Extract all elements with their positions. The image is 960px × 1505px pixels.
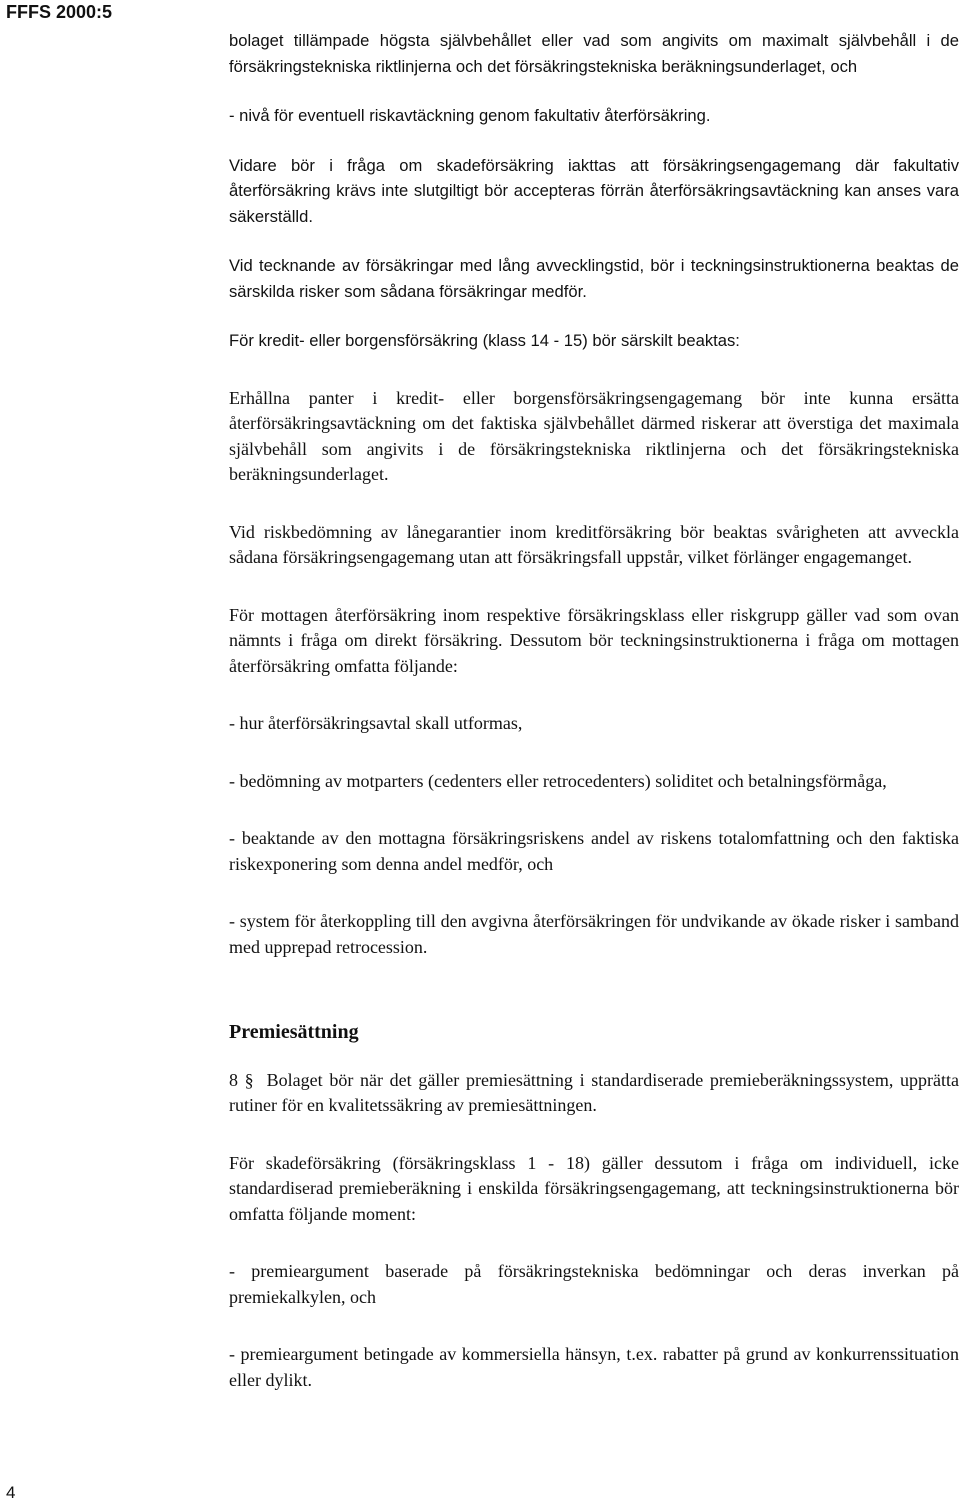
paragraph: Vid tecknande av försäkringar med lång avvecklingstid, bör i teckningsinstruktionerna beaktas de särskilda risker som sådana försäkringar medför. bbox=[229, 256, 959, 301]
section-number: 8 bbox=[229, 1069, 238, 1090]
section-heading: Premiesättning bbox=[229, 1021, 359, 1043]
paragraph: - nivå för eventuell riskavtäckning genom fakultativ återförsäkring. bbox=[229, 106, 711, 125]
paragraph: För skadeförsäkring (försäkringsklass 1 - 18) gäller dessutom i fråga om individuell, icke standardiserad premieberäkning i enskilda försäkringsengagemang, att teckningsinstruktionerna bör omfatta följande moment: bbox=[229, 1152, 959, 1224]
document-header: FFFS 2000:5 bbox=[6, 2, 113, 22]
paragraph: Vidare bör i fråga om skadeförsäkring iakttas att försäkringsengagemang där fakultativ återförsäkring krävs inte slutgiltigt bör accepteras förrän återförsäkringsavtäckning kan anses vara säkerställd. bbox=[229, 155, 959, 226]
list-item: - hur återförsäkringsavtal skall utformas, bbox=[229, 713, 523, 733]
list-item: - system för återkoppling till den avgivna återförsäkringen för undvikande av ökade risker i samband med upprepad retrocession. bbox=[229, 911, 959, 957]
page-number: 4 bbox=[6, 1483, 16, 1502]
section-first-text: Bolaget bör när det gäller premiesättning i standardiserade premieberäkningssystem, upprätta rutiner för en kvalitetssäkring av premiesättningen. bbox=[229, 1069, 959, 1115]
document-body bbox=[229, 28, 959, 1417]
list-item: - premieargument baserade på försäkringstekniska bedömningar och deras inverkan på premiekalkylen, och bbox=[229, 1261, 959, 1307]
paragraph: bolaget tillämpade högsta självbehållet eller vad som angivits om maximalt självbehåll i de försäkringstekniska riktlinjerna och det försäkringstekniska beräkningsunderlaget, och bbox=[229, 31, 959, 76]
paragraph: Erhållna panter i kredit- eller borgensförsäkringsengagemang bör inte kunna ersätta återförsäkringsavtäckning om det faktiska självbehållet därmed riskerar att överstiga det maximala självbehåll som angivits i de försäkringstekniska riktlinjerna och det försäkringstekniska beräkningsunderlaget. bbox=[229, 387, 959, 484]
list-item: - premieargument betingade av kommersiella hänsyn, t.ex. rabatter på grund av konkurrenssituation eller dylikt. bbox=[229, 1344, 959, 1390]
section-sign: § bbox=[244, 1069, 254, 1090]
section-paragraph bbox=[229, 1068, 959, 1119]
paragraph: För mottagen återförsäkring inom respektive försäkringsklass eller riskgrupp gäller vad som ovan nämnts i fråga om direkt försäkring. Dessutom bör teckningsinstruktionerna i fråga om mottagen återförsäkring omfatta följande: bbox=[229, 604, 959, 676]
list-item: - beaktande av den mottagna försäkringsriskens andel av riskens totalomfattning och den faktiska riskexponering som denna andel medför, och bbox=[229, 828, 959, 874]
paragraph: Vid riskbedömning av lånegarantier inom kreditförsäkring bör beaktas svårigheten att avveckla sådana försäkringsengagemang utan att försäkringsfall uppstår, vilket förlänger engagemanget. bbox=[229, 521, 959, 567]
paragraph: För kredit- eller borgensförsäkring (klass 14 - 15) bör särskilt beaktas: bbox=[229, 331, 740, 350]
list-item: - bedömning av motparters (cedenters eller retrocedenters) soliditet och betalningsförmåga, bbox=[229, 770, 887, 791]
